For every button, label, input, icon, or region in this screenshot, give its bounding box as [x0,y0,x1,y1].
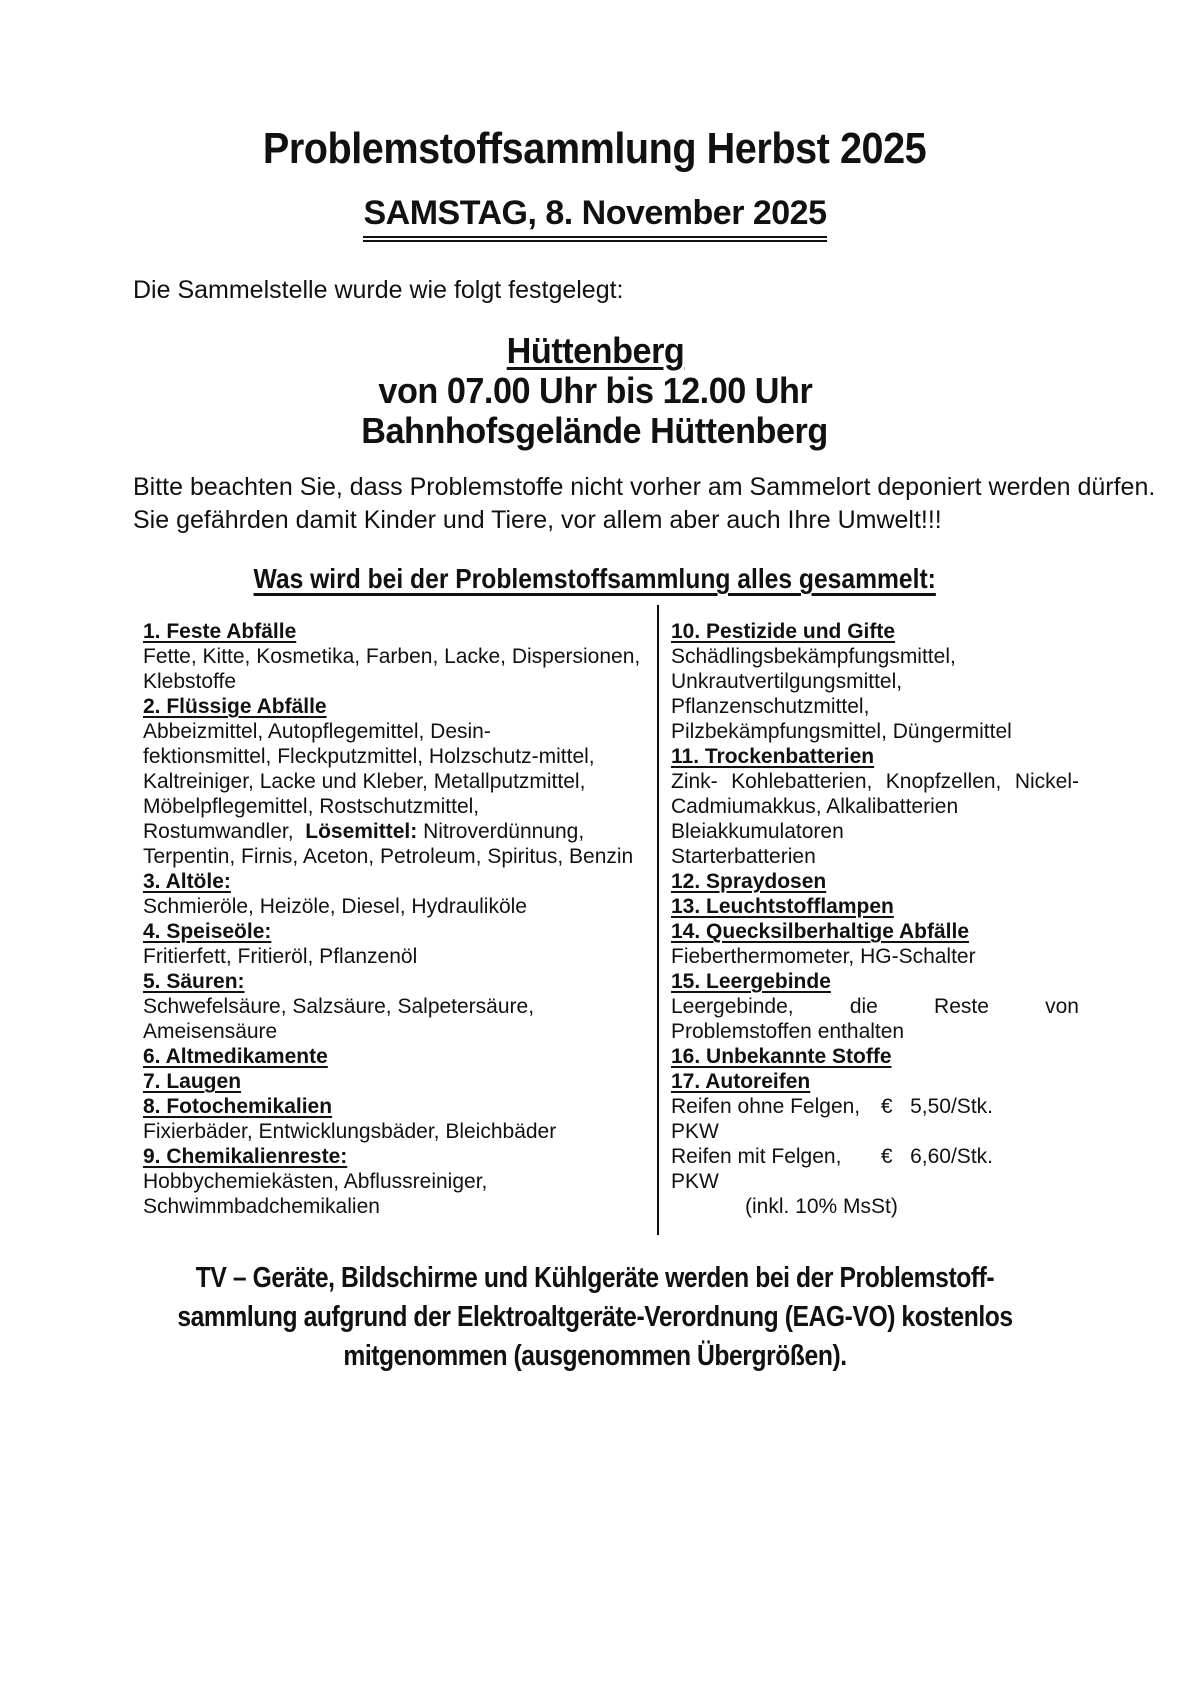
category-detail-line [671,1019,1079,1044]
detail-text: Unkrautvertilgungsmittel, [671,670,903,694]
category-detail-line [143,894,643,919]
category-detail-line [143,644,643,669]
tire-price-row [671,1094,993,1144]
footer-note-line: mitgenommen (ausgenommen Übergrößen). [343,1340,847,1373]
category-heading [143,919,643,944]
warning-line: Bitte beachten Sie, dass Problemstoffe nicht vorher am Sammelort deponiert werden dürfen. [133,473,1156,502]
detail-text: Cadmiumakkus, Alkalibatterien [671,795,959,819]
category-heading [671,869,1079,894]
left-column [143,619,643,1219]
waste-category [671,1069,1079,1219]
footer-note-line: TV – Geräte, Bildschirme und Kühlgeräte werden bei der Problemstoff- [195,1262,995,1295]
category-detail-line [671,694,1079,719]
category-heading-text: 7. Laugen [143,1070,242,1094]
waste-category [143,1044,643,1069]
event-date-row [0,194,1190,242]
category-detail-line [143,794,643,819]
category-detail-line [143,844,643,869]
category-heading-text: 8. Fotochemikalien [143,1095,333,1119]
detail-text: Problemstoffen enthalten [671,1020,905,1044]
category-heading-text: 14. Quecksilberhaltige Abfälle [671,920,969,944]
detail-text: Hobbychemiekästen, Abflussreiniger, [143,1170,488,1194]
category-heading [671,1044,1079,1069]
category-detail-line [671,844,1079,869]
tire-price-row [671,1144,993,1194]
category-detail-line [671,719,1079,744]
page-title-text: Problemstoffsammlung Herbst 2025 [263,124,927,173]
detail-text: Bleiakkumulatoren [671,820,844,844]
event-date: SAMSTAG, 8. November 2025 [363,194,826,242]
category-detail-line [143,1119,643,1144]
page-title [0,0,1190,172]
category-detail-line [671,769,1079,794]
section-heading [0,563,1190,595]
warning-text [133,471,1190,537]
category-heading-text: 17. Autoreifen [671,1070,811,1094]
category-heading [143,1044,643,1069]
detail-text: Terpentin, Firnis, Aceton, Petroleum, Spiritus, Benzin [143,845,634,869]
waste-category [671,969,1079,1044]
detail-text: Schädlingsbekämpfungsmittel, [671,645,956,669]
detail-text: Schwefelsäure, Salzsäure, Salpetersäure, [143,995,535,1019]
category-heading [671,1069,1079,1094]
category-detail-line [671,644,1079,669]
waste-columns [0,619,1190,1219]
detail-text: Schwimmbadchemikalien [143,1195,380,1219]
category-heading-text: 2. Flüssige Abfälle [143,695,327,719]
category-detail-line [671,819,1079,844]
category-detail-line [143,769,643,794]
location-place-line [0,411,1190,451]
detail-text: Fieberthermometer, HG-Schalter [671,945,976,969]
category-heading-text: 12. Spraydosen [671,870,827,894]
category-heading [671,744,1079,769]
detail-text: fektionsmittel, Fleckputzmittel, Holzschutz-mittel, [143,745,595,769]
detail-text: Nitroverdünnung, [417,820,585,844]
category-heading-text: 16. Unbekannte Stoffe [671,1045,892,1069]
category-detail-line [143,994,643,1019]
category-heading-text: 15. Leergebinde [671,970,831,994]
category-heading-text: 5. Säuren: [143,970,245,994]
category-detail-line [143,719,643,744]
category-heading-text: 4. Speiseöle: [143,920,272,944]
category-heading [143,1144,643,1169]
waste-category [671,619,1079,744]
category-detail-line [143,1019,643,1044]
detail-text: Starterbatterien [671,845,816,869]
waste-category [671,744,1079,869]
section-heading-text: Was wird bei der Problemstoffsammlung alles gesammelt: [253,563,937,595]
waste-category [143,1069,643,1094]
category-detail-line [671,994,1079,1019]
detail-text: Pflanzenschutzmittel, [671,695,870,719]
waste-category [143,919,643,969]
location-time: von 07.00 Uhr bis 12.00 Uhr [378,370,812,412]
category-heading-text: 9. Chemikalienreste: [143,1145,348,1169]
tire-price-value: € 5,50/Stk. [880,1095,993,1119]
category-heading-text: 13. Leuchtstofflampen [671,895,894,919]
right-column [671,619,1079,1219]
category-heading [143,619,643,644]
warning-line: Sie gefährden damit Kinder und Tiere, vor allem aber auch Ihre Umwelt!!! [133,506,942,535]
category-heading-text: 6. Altmedikamente [143,1045,328,1069]
column-divider [657,605,659,1235]
waste-category [143,619,643,694]
intro-text: Die Sammelstelle wurde wie folgt festgelegt: [133,276,624,305]
detail-text: Fixierbäder, Entwicklungsbäder, Bleichbäder [143,1120,557,1144]
tire-price-value: € 6,60/Stk. [880,1145,993,1169]
detail-text: Fette, Kitte, Kosmetika, Farben, Lacke, Dispersionen, [143,645,641,669]
waste-category [671,919,1079,969]
waste-category [143,1144,643,1219]
category-heading [671,969,1079,994]
category-heading-text: 3. Altöle: [143,870,231,894]
location-name-line [0,331,1190,371]
category-detail-line [143,669,643,694]
category-detail-line [143,944,643,969]
category-detail-line [143,744,643,769]
location-place: Bahnhofsgelände Hüttenberg [361,410,829,452]
category-detail-line [671,944,1079,969]
category-detail-line [671,669,1079,694]
detail-text: Klebstoffe [143,670,237,694]
footer-note [89,1259,1101,1376]
detail-text: Möbelpflegemittel, Rostschutzmittel, [143,795,480,819]
waste-category [671,1044,1079,1069]
detail-text: Leergebinde, die Reste von [671,995,1079,1019]
detail-text: Ameisensäure [143,1020,278,1044]
category-detail-line [143,1169,643,1194]
waste-category [143,869,643,919]
category-detail-line [671,794,1079,819]
category-detail-line [143,819,643,844]
location-time-line [0,371,1190,411]
category-heading [143,1069,643,1094]
waste-category [671,894,1079,919]
detail-text: Fritierfett, Fritieröl, Pflanzenöl [143,945,418,969]
detail-text: Schmieröle, Heizöle, Diesel, Hydrauliköle [143,895,527,919]
category-detail-line [143,1194,643,1219]
waste-category [143,1094,643,1144]
detail-text: Pilzbekämpfungsmittel, Düngermittel [671,720,1012,744]
category-heading [671,919,1079,944]
category-heading [143,1094,643,1119]
category-heading-text: 11. Trockenbatterien [671,745,875,769]
location-block [0,331,1190,451]
category-heading [671,619,1079,644]
detail-text: Rostumwandler, [143,820,306,844]
tax-note: (inkl. 10% MsSt) [745,1195,898,1219]
waste-category [143,969,643,1044]
detail-text: Zink- Kohlebatterien, Knopfzellen, Nickel- [671,770,1079,794]
waste-category [143,694,643,869]
waste-category [671,869,1079,894]
tire-price-label: Reifen mit Felgen, PKW [671,1145,842,1194]
category-heading-text: 10. Pestizide und Gifte [671,620,896,644]
category-heading [143,694,643,719]
category-heading [143,869,643,894]
category-heading [671,894,1079,919]
emphasized-term: Lösemittel: [305,820,418,844]
location-name: Hüttenberg [506,330,684,372]
category-heading [143,969,643,994]
footer-note-line: sammlung aufgrund der Elektroaltgeräte-Verordnung (EAG-VO) kostenlos [177,1301,1013,1334]
detail-text: Kaltreiniger, Lacke und Kleber, Metallputzmittel, [143,770,586,794]
detail-text: Abbeizmittel, Autopflegemittel, Desin- [143,720,491,744]
category-heading-text: 1. Feste Abfälle [143,620,297,644]
tire-price-label: Reifen ohne Felgen, PKW [671,1095,861,1144]
